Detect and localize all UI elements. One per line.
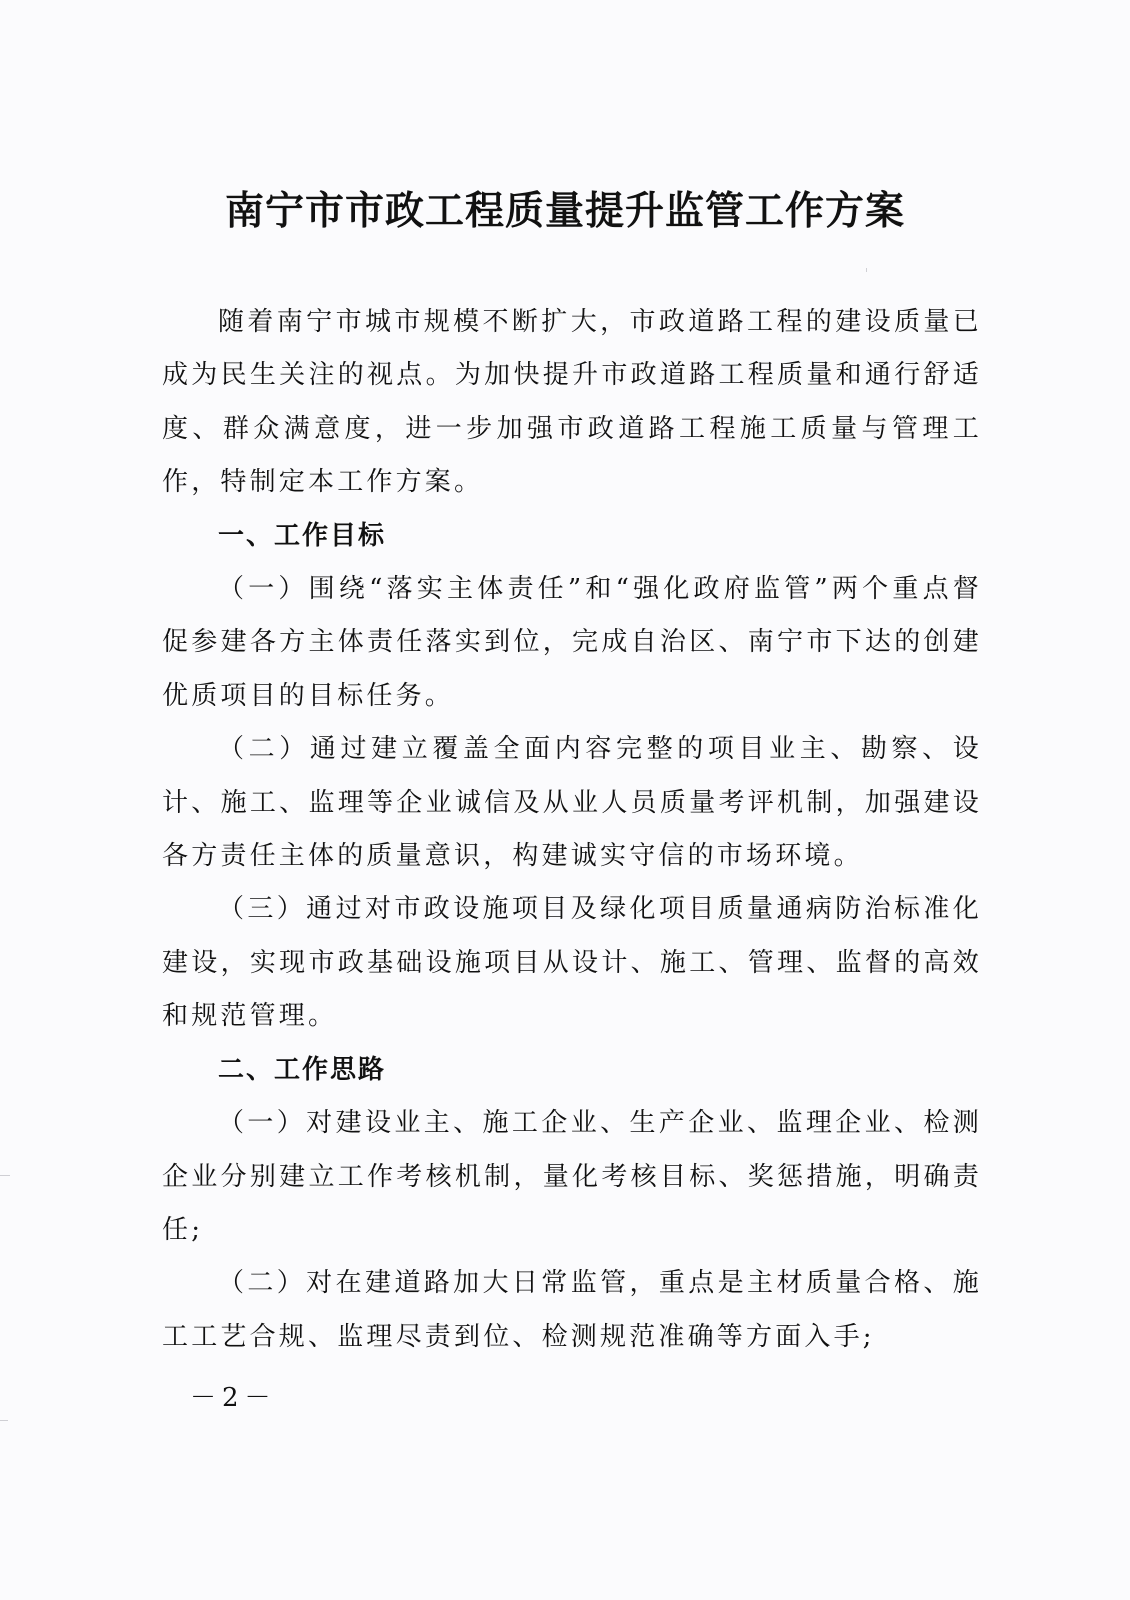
scan-edge-mark	[0, 1420, 8, 1421]
section-heading: 二、工作思路	[218, 1054, 387, 1085]
section-work-goals	[162, 510, 982, 1044]
scan-edge-mark	[0, 1175, 10, 1176]
section-heading: 一、工作目标	[218, 520, 387, 551]
document-body	[162, 296, 982, 1364]
scan-edge-mark	[866, 268, 867, 272]
paragraph: （一）围绕“落实主体责任”和“强化政府监管”两个重点督促参建各方主体责任落实到位，完成自治区、南宁市下达的创建优质项目的目标任务。	[162, 574, 982, 711]
paragraph: （一）对建设业主、施工企业、生产企业、监理企业、检测企业分别建立工作考核机制，量化考核目标、奖惩措施，明确责任;	[162, 1108, 982, 1245]
paragraph: （三）通过对市政设施项目及绿化项目质量通病防治标准化建设，实现市政基础设施项目从设计、施工、管理、监督的高效和规范管理。	[162, 894, 982, 1032]
page-number: －2－	[190, 1383, 277, 1413]
paragraph: （二）对在建道路加大日常监管，重点是主材质量合格、施工工艺合规、监理尽责到位、检测规范准确等方面入手;	[162, 1268, 982, 1352]
intro-paragraph: 随着南宁市城市规模不断扩大，市政道路工程的建设质量已成为民生关注的视点。为加快提升市政道路工程质量和通行舒适度、群众满意度，进一步加强市政道路工程施工质量与管理工作，特制定本工作方案。	[162, 307, 982, 498]
document-title: 南宁市市政工程质量提升监管工作方案	[224, 188, 905, 234]
section-work-approach	[162, 1044, 982, 1364]
paragraph: （二）通过建立覆盖全面内容完整的项目业主、勘察、设计、施工、监理等企业诚信及从业人员质量考评机制，加强建设各方责任主体的质量意识，构建诚实守信的市场环境。	[162, 734, 982, 872]
